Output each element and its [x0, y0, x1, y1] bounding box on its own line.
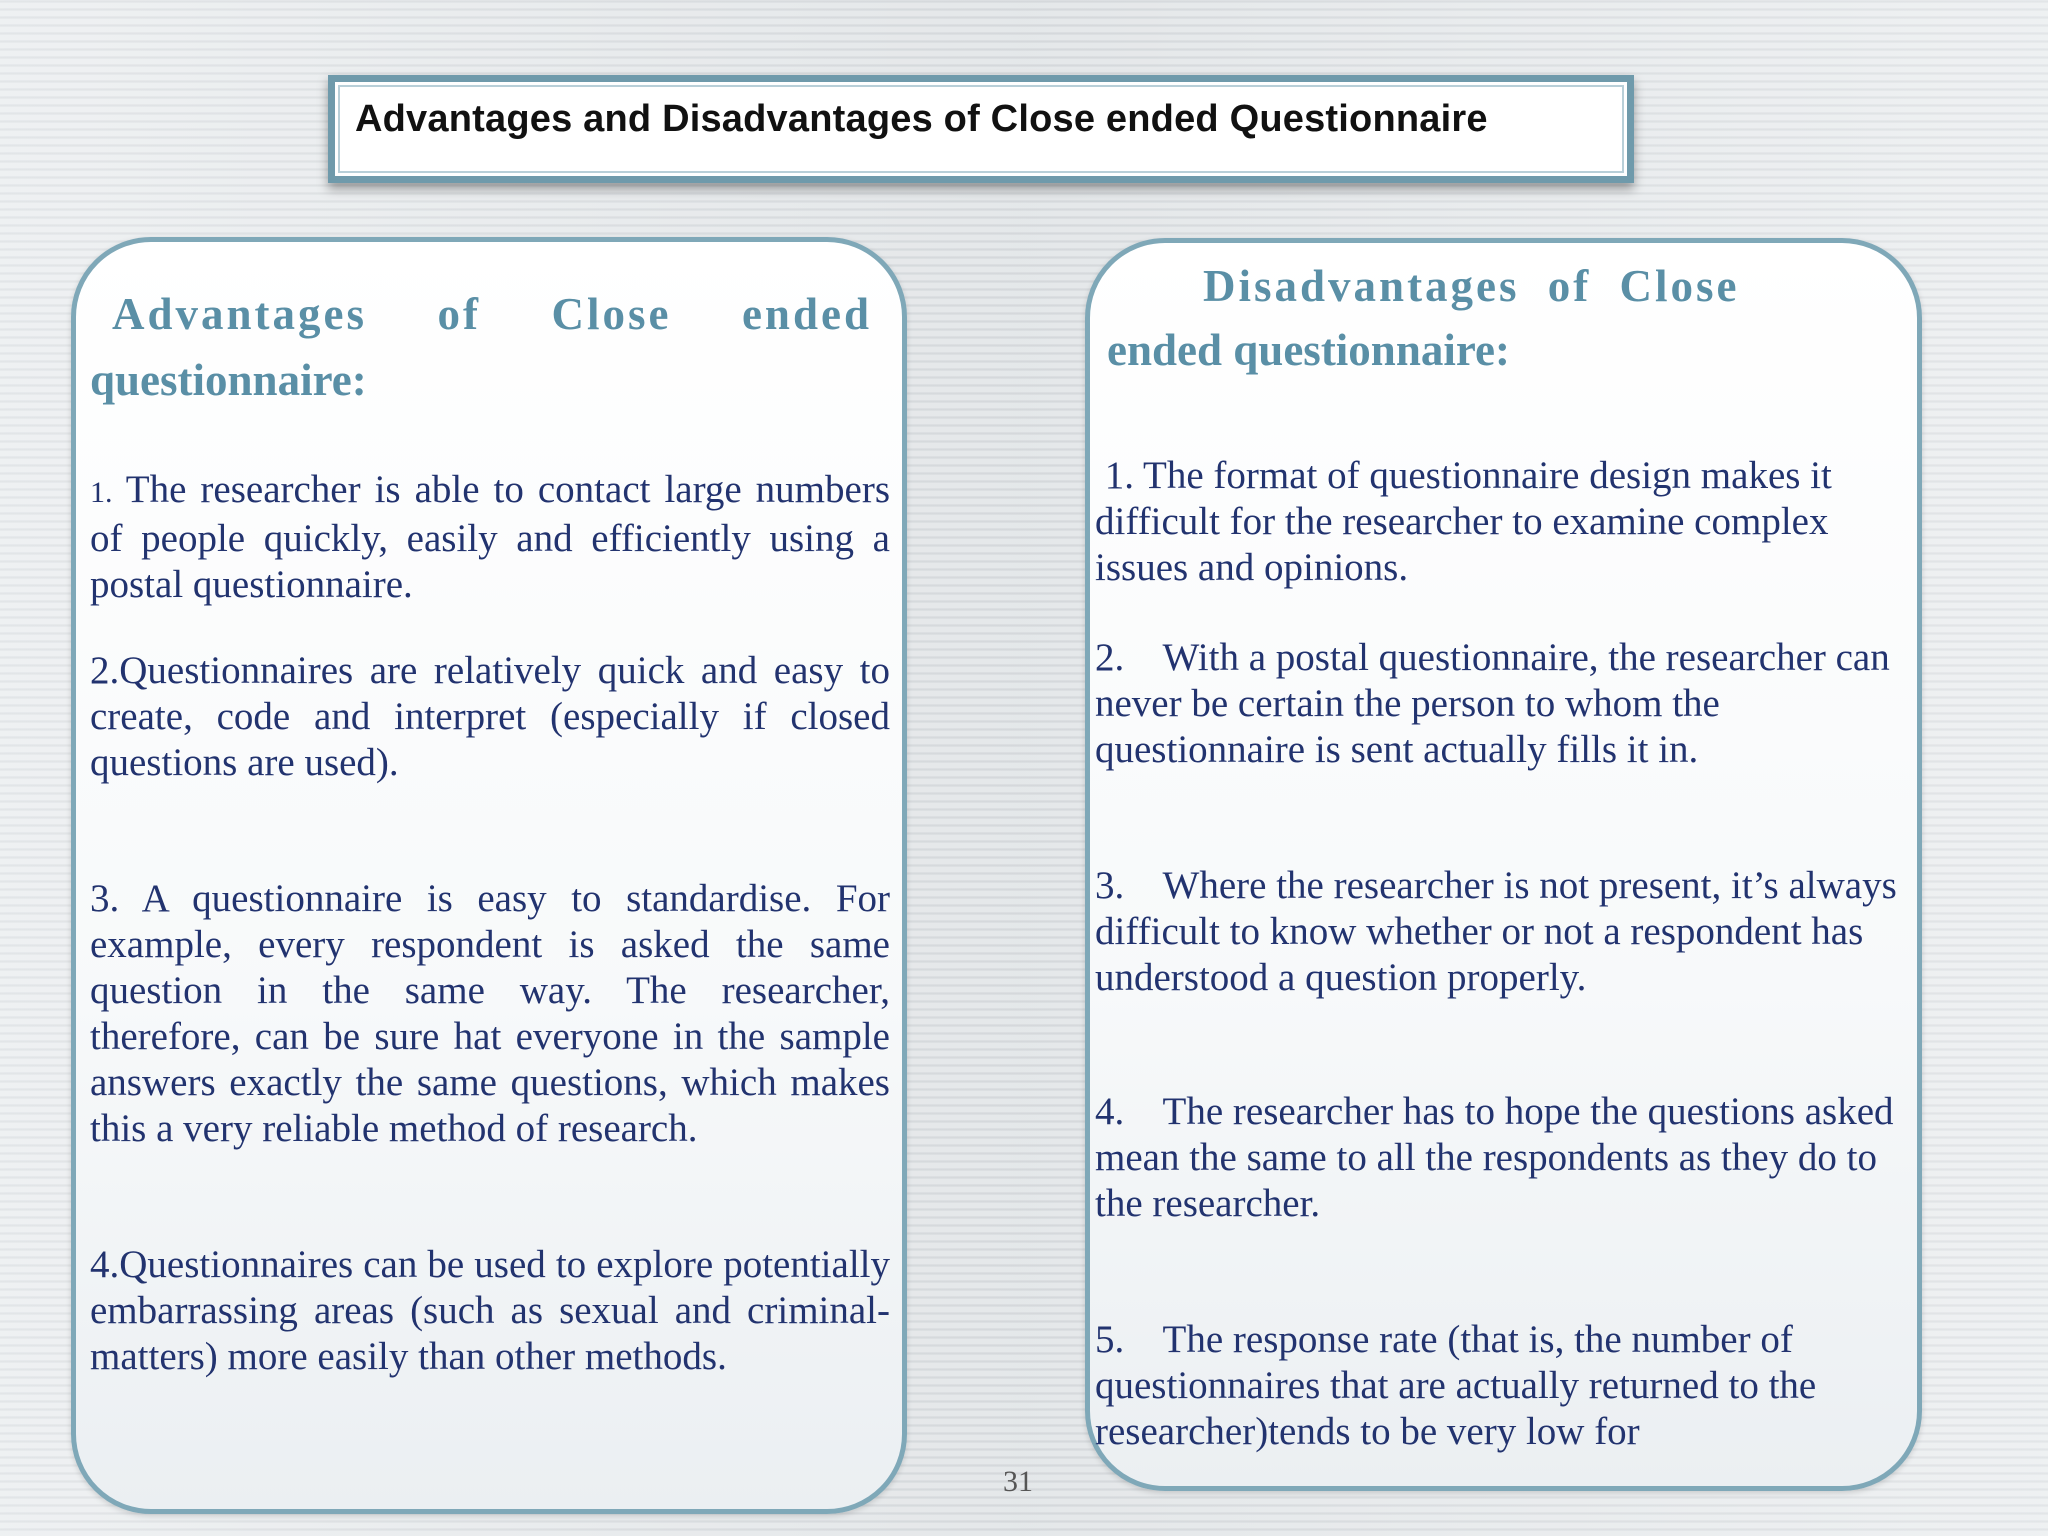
disadvantage-item-3: 3. Where the researcher is not present, it’s always difficult to know whether or not a respondent has understood a question properly. — [1095, 864, 1907, 999]
disadvantage-item-1: 1. The format of questionnaire design makes it difficult for the researcher to examine complex issues and opinions. — [1095, 454, 1842, 589]
slide-title-box — [328, 75, 1634, 183]
slide-title: Advantages and Disadvantages of Close ended Questionnaire — [355, 98, 1488, 140]
disadvantage-item-2: 2. With a postal questionnaire, the researcher can never be certain the person to whom the questionnaire is sent actually fills it in. — [1095, 636, 1900, 771]
advantage-item-1-number: 1. — [90, 476, 113, 509]
advantage-item-2: 2.Questionnaires are relatively quick and easy to create, code and interpret (especially if closed questions are used). — [90, 649, 890, 784]
page-number: 31 — [1003, 1465, 1033, 1498]
advantages-heading-cont: questionnaire: — [90, 355, 367, 405]
disadvantage-item-5: 5. The response rate (that is, the number of questionnaires that are actually returned to the researcher)tends to be very low for — [1095, 1318, 1826, 1453]
disadvantage-item-4: 4. The researcher has to hope the questions asked mean the same to all the respondents as they do to the researcher. — [1095, 1090, 1904, 1225]
disadvantages-heading-cont: ended questionnaire: — [1107, 325, 1510, 375]
advantage-item-4: 4.Questionnaires can be used to explore potentially embarrassing areas (such as sexual and criminal-matters) more easily than other methods. — [90, 1243, 890, 1378]
disadvantages-panel — [1085, 238, 1922, 1491]
advantage-item-1 — [90, 467, 890, 608]
disadvantages-heading: Disadvantages of Close — [1203, 261, 1740, 311]
advantage-item-3: 3. A questionnaire is easy to standardise. For example, every respondent is asked the same question in the same way. The researcher, therefore, can be sure hat everyone in the sample answers exactly the same questions, which makes this a very reliable method of research. — [90, 877, 890, 1150]
advantages-panel — [71, 237, 907, 1514]
advantage-item-1-text: The researcher is able to contact large numbers of people quickly, easily and efficiently using a postal questionnaire. — [90, 468, 890, 606]
advantages-heading: Advantages of Close ended — [112, 289, 872, 339]
